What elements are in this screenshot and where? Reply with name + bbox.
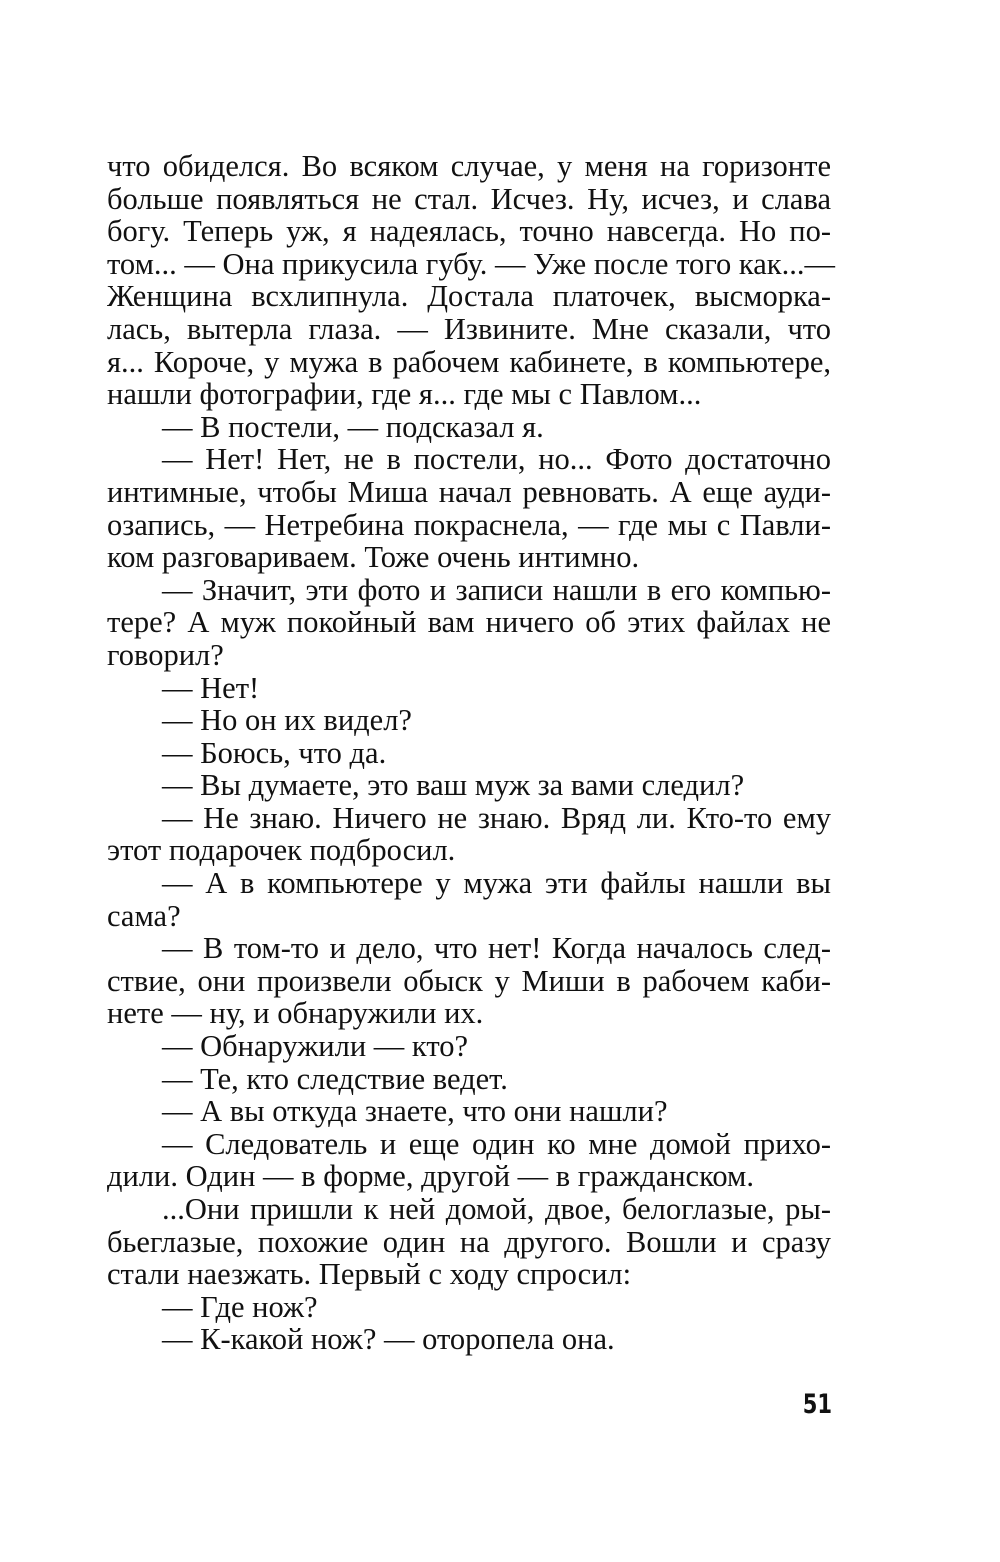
text-line: озапись, — Нетребина покраснела, — где мы с Павли- — [107, 507, 831, 542]
body-text — [107, 149, 835, 1357]
text-line: — К-какой нож? — оторопела она. — [162, 1322, 615, 1357]
text-line: богу. Теперь уж, я надеялась, точно навсегда. Но по- — [107, 214, 831, 249]
text-line: — А в компьютере у мужа эти файлы нашли вы — [162, 866, 831, 901]
text-line: ком разговариваем. Тоже очень интимно. — [107, 540, 640, 575]
text-line: что обиделся. Во всяком случае, у меня на горизонте — [107, 149, 831, 183]
text-line: стали наезжать. Первый с ходу спросил: — [107, 1257, 632, 1292]
text-line: сама? — [107, 898, 181, 933]
text-line: — Вы думаете, это ваш муж за вами следил? — [162, 768, 745, 803]
text-line: — Где нож? — [162, 1289, 318, 1324]
text-line: — В постели, — подсказал я. — [162, 409, 544, 444]
text-line: больше появляться не стал. Исчез. Ну, исчез, и слава — [107, 181, 831, 216]
text-line: ...Они пришли к ней домой, двое, белоглазые, ры- — [162, 1192, 831, 1226]
text-line: этот подарочек подбросил. — [107, 833, 456, 868]
text-line: Женщина всхлипнула. Достала платочек, высморка- — [107, 279, 831, 314]
text-line: тере? А муж покойный вам ничего об этих файлах не — [107, 605, 831, 640]
text-line: нашли фотографии, где я... где мы с Павлом... — [107, 377, 702, 412]
text-line: — Обнаружили — кто? — [162, 1029, 469, 1064]
text-line: ствие, они произвели обыск у Миши в рабочем каби- — [107, 963, 831, 998]
text-line: — Боюсь, что да. — [162, 735, 387, 770]
text-line: — Те, кто следствие ведет. — [162, 1061, 508, 1096]
text-line: — Следователь и еще один ко мне домой прихо- — [162, 1126, 831, 1161]
text-line: — В том-то и дело, что нет! Когда началось след- — [162, 931, 831, 966]
text-line: я... Короче, у мужа в рабочем кабинете, в компьютере, — [107, 344, 831, 379]
text-line: — Не знаю. Ничего не знаю. Вряд ли. Кто-то ему — [162, 800, 831, 835]
text-line: — Но он их видел? — [162, 703, 412, 738]
text-line: бьеглазые, похожие один на другого. Вошли и сразу — [107, 1224, 831, 1259]
text-line: — Значит, эти фото и записи нашли в его компью- — [162, 572, 831, 607]
page-number: 51 — [802, 1389, 832, 1420]
text-line: — Нет! Нет, не в постели, но... Фото достаточно — [162, 442, 831, 477]
text-line: нете — ну, и обнаружили их. — [107, 996, 484, 1031]
text-line: дили. Один — в форме, другой — в гражданском. — [107, 1159, 754, 1194]
text-line: — А вы откуда знаете, что они нашли? — [162, 1094, 668, 1129]
text-line: говорил? — [107, 637, 224, 672]
text-line: том... — Она прикусила губу. — Уже после того как...— — [107, 246, 835, 281]
text-line: — Нет! — [162, 670, 260, 705]
text-line: лась, вытерла глаза. — Извините. Мне сказали, что — [107, 311, 831, 346]
text-line: интимные, чтобы Миша начал ревновать. А еще ауди- — [107, 474, 831, 509]
